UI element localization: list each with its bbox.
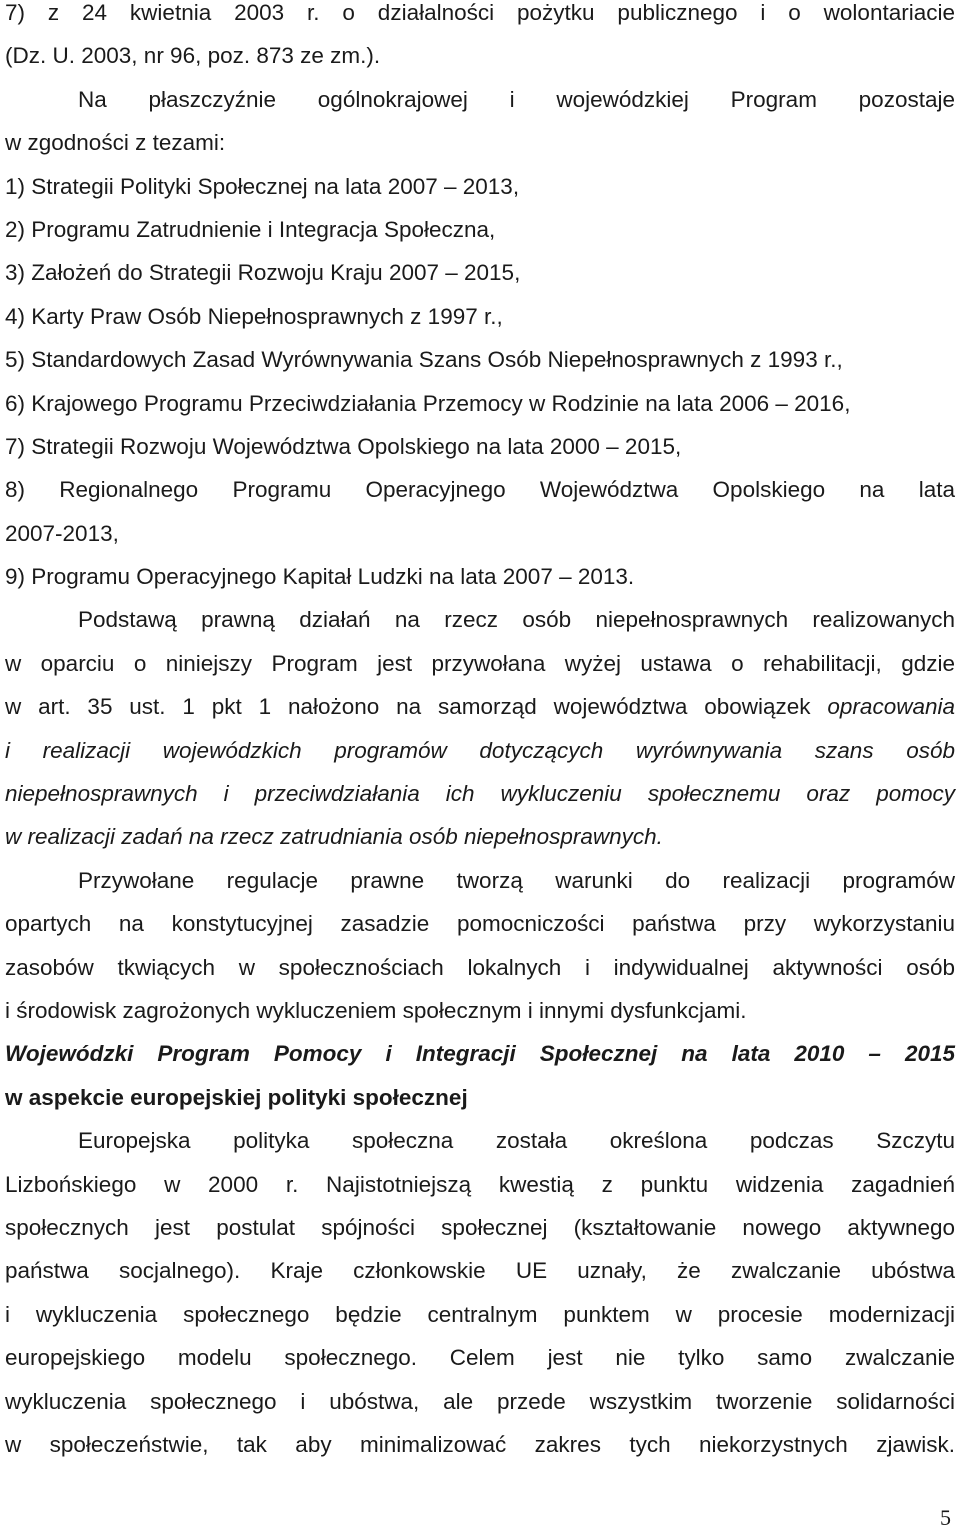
text-line: 2007-2013, <box>5 520 119 546</box>
text-line: europejskiego modelu społecznego. Celem jest nie tylko samo zwalczanie <box>5 1345 955 1371</box>
list-item: 1) Strategii Polityki Społecznej na lata 2007 – 2013, <box>5 173 520 199</box>
text-line <box>5 685 955 728</box>
text-line: w oparciu o niniejszy Program jest przywołana wyżej ustawa o rehabilitacji, gdzie <box>5 650 955 676</box>
list-item: 5) Standardowych Zasad Wyrównywania Szans Osób Niepełnosprawnych z 1993 r., <box>5 347 843 373</box>
text-line: w społeczeństwie, tak aby minimalizować zakres tych niekorzystnych zjawisk. <box>5 1431 955 1457</box>
text-line: w zgodności z tezami: <box>5 130 226 156</box>
text-line: i środowisk zagrożonych wykluczeniem społecznym i innymi dysfunkcjami. <box>5 997 747 1023</box>
list-item: 7) Strategii Rozwoju Województwa Opolskiego na lata 2000 – 2015, <box>5 433 682 459</box>
text-line: opartych na konstytucyjnej zasadzie pomocniczości państwa przy wykorzystaniu <box>5 911 955 937</box>
section-heading: Wojewódzki Program Pomocy i Integracji Społecznej na lata 2010 – 2015 <box>5 1041 955 1067</box>
list-item: 6) Krajowego Programu Przeciwdziałania Przemocy w Rodzinie na lata 2006 – 2016, <box>5 390 851 416</box>
text-line: społecznych jest postulat spójności społecznej (kształtowanie nowego aktywnego <box>5 1214 955 1240</box>
text-line: wykluczenia społecznego i ubóstwa, ale przede wszystkim tworzenie solidarności <box>5 1388 955 1414</box>
text-line: (Dz. U. 2003, nr 96, poz. 873 ze zm.). <box>5 43 381 69</box>
page-number: 5 <box>940 1505 951 1530</box>
italic-text-line: i realizacji wojewódzkich programów dotyczących wyrównywania szans osób <box>5 737 955 763</box>
text-line: 7) z 24 kwietnia 2003 r. o działalności pożytku publicznego i o wolontariacie <box>5 0 955 25</box>
text-line: zasobów tkwiących w społecznościach lokalnych i indywidualnej aktywności osób <box>5 954 955 980</box>
paragraph-first-line: Podstawą prawną działań na rzecz osób niepełnosprawnych realizowanych <box>78 607 955 633</box>
paragraph-first-line: Przywołane regulacje prawne tworzą warunki do realizacji programów <box>78 867 955 893</box>
list-item: 4) Karty Praw Osób Niepełnosprawnych z 1997 r., <box>5 303 503 329</box>
paragraph-first-line: Europejska polityka społeczna została określona podczas Szczytu <box>78 1128 955 1154</box>
text-line: państwa socjalnego). Kraje członkowskie UE uznały, że zwalczanie ubóstwa <box>5 1258 955 1284</box>
document-page <box>5 0 955 1466</box>
italic-text-line: w realizacji zadań na rzecz zatrudniania osób niepełnosprawnych. <box>5 824 663 850</box>
list-item: 2) Programu Zatrudnienie i Integracja Społeczna, <box>5 216 496 242</box>
text-line: i wykluczenia społecznego będzie centralnym punktem w procesie modernizacji <box>5 1301 955 1327</box>
text-segment: w art. 35 ust. 1 pkt 1 nałożono na samorząd województwa obowiązek <box>5 694 828 720</box>
list-item: 9) Programu Operacyjnego Kapitał Ludzki na lata 2007 – 2013. <box>5 564 635 590</box>
italic-text-line: niepełnosprawnych i przeciwdziałania ich wykluczeniu społecznemu oraz pomocy <box>5 781 955 807</box>
paragraph-first-line: Na płaszczyźnie ogólnokrajowej i wojewódzkiej Program pozostaje <box>78 86 955 112</box>
list-item: 3) Założeń do Strategii Rozwoju Kraju 2007 – 2015, <box>5 260 521 286</box>
section-heading-continued: w aspekcie europejskiej polityki społecznej <box>5 1084 468 1110</box>
italic-text-segment: opracowania <box>827 694 955 720</box>
text-line: Lizbońskiego w 2000 r. Najistotniejszą kwestią z punktu widzenia zagadnień <box>5 1171 955 1197</box>
list-item: 8) Regionalnego Programu Operacyjnego Województwa Opolskiego na lata <box>5 477 955 503</box>
